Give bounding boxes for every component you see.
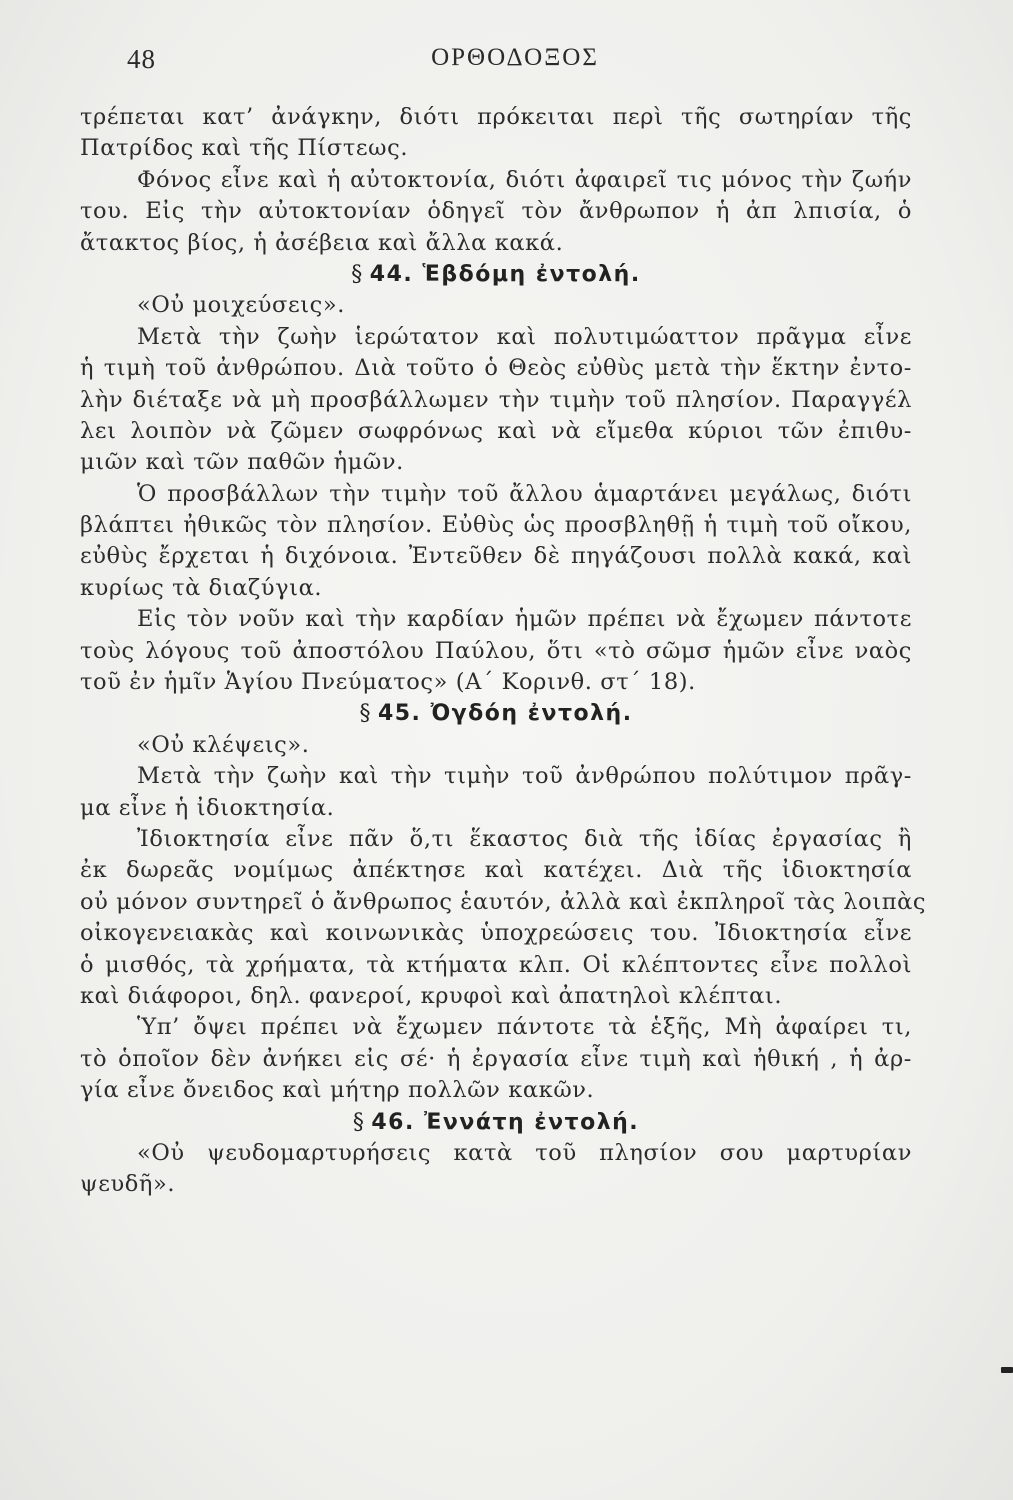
section-mark: §: [352, 1109, 366, 1135]
paragraph-start: Εἰς τὸν νοῦν καὶ τὴν καρδίαν ἡμῶν πρέπει νὰ ἔχωμεν πάντοτε: [137, 606, 912, 633]
page-header: [125, 44, 905, 80]
text-line: γία εἶνε ὄνειδος καὶ μήτηρ πολλῶν κακῶν.: [80, 1077, 595, 1104]
page-number: 48: [127, 44, 156, 74]
text-line: λει λοιπὸν νὰ ζῶμεν σωφρόνως καὶ νὰ εἴμεθα κύριοι τῶν ἐπιθυ-: [80, 417, 912, 444]
paragraph-start: Ὁ προσβάλλων τὴν τιμὴν τοῦ ἄλλου ἁμαρτάνει μεγάλως, διότι: [137, 480, 912, 507]
paragraph-start: Ἰδιοκτησία εἶνε πᾶν ὅ,τι ἕκαστος διὰ τῆς ἰδίας ἐργασίας ἢ: [137, 825, 912, 852]
section-title: 46. Ἐννάτη ἐντολή.: [371, 1109, 640, 1135]
text-line: βλάπτει ἠθικῶς τὸν πλησίον. Εὐθὺς ὡς προσβληθῇ ἡ τιμὴ τοῦ οἴκου,: [80, 512, 912, 539]
section-mark: §: [351, 261, 364, 287]
text-line: ἐκ δωρεᾶς νομίμως ἀπέκτησε καὶ κατέχει. Διὰ τῆς ἰδιοκτησία: [80, 857, 912, 884]
text-line: τοὺς λόγους τοῦ ἀποστόλου Παύλου, ὅτι «τὸ σῶμσ ἡμῶν εἶνε ναὸς: [80, 637, 912, 664]
section-title: 44. Ἑβδόμη ἐντολή.: [369, 261, 641, 287]
text-line: λὴν διέταξε νὰ μὴ προσβάλλωμεν τὴν τιμὴν τοῦ πλησίον. Παραγγέλ: [80, 386, 912, 413]
text-line: ψευδῆ».: [80, 1171, 176, 1198]
section-heading-46: [80, 1107, 912, 1138]
commandment-quote: «Οὐ κλέψεις».: [137, 731, 310, 758]
section-mark: §: [359, 701, 372, 727]
text-line: μα εἶνε ἡ ἰδιοκτησία.: [80, 794, 335, 821]
commandment-quote: «Οὐ ψευδομαρτυρήσεις κατὰ τοῦ πλησίον σου μαρτυρίαν: [137, 1139, 912, 1166]
text-line: ἡ τιμὴ τοῦ ἀνθρώπου. Διὰ τοῦτο ὁ Θεὸς εὐθὺς μετὰ τὴν ἕκτην ἐντο-: [80, 355, 912, 382]
paragraph-start: Φόνος εἶνε καὶ ἡ αὐτοκτονία, διότι ἀφαιρεῖ τις μόνος τὴν ζωήν: [137, 166, 912, 193]
text-line: Πατρίδος καὶ τῆς Πίστεως.: [80, 135, 409, 162]
text-line: τὸ ὁποῖον δὲν ἀνήκει εἰς σέ· ἡ ἐργασία εἶνε τιμὴ καὶ ἠθική , ἡ ἀρ-: [80, 1045, 912, 1072]
text-line: οἰκογενειακὰς καὶ κοινωνικὰς ὑποχρεώσεις του. Ἰδιοκτησία εἶνε: [80, 920, 912, 947]
text-line: κυρίως τὰ διαζύγια.: [80, 574, 323, 601]
text-line: εὐθὺς ἔρχεται ἡ διχόνοια. Ἐντεῦθεν δὲ πηγάζουσι πολλὰ κακά, καὶ: [80, 543, 912, 570]
text-line: ὁ μισθός, τὰ χρήματα, τὰ κτήματα κλπ. Οἱ κλέπτοντες εἶνε πολλοὶ: [80, 951, 912, 978]
page-body: [80, 102, 927, 1201]
paragraph-start: Μετὰ τὴν ζωὴν ἱερώτατον καὶ πολυτιμώαττον πρᾶγμα εἶνε: [137, 323, 912, 350]
section-heading-45: [80, 698, 912, 729]
section-title: 45. Ὀγδόη ἐντολή.: [377, 701, 633, 727]
paragraph-start: Ὑπ’ ὄψει πρέπει νὰ ἔχωμεν πάντοτε τὰ ἑξῆς, Μὴ ἀφαίρει τι,: [137, 1014, 912, 1041]
scan-edge-mark: [1001, 1367, 1013, 1373]
text-line: τοῦ ἐν ἡμῖν Ἁγίου Πνεύματος» (Α΄ Κορινθ. στ΄ 18).: [80, 669, 696, 696]
paragraph-start: Μετὰ τὴν ζωὴν καὶ τὴν τιμὴν τοῦ ἀνθρώπου πολύτιμον πρᾶγ-: [137, 763, 912, 790]
text-line: ἄτακτος βίος, ἡ ἀσέβεια καὶ ἄλλα κακά.: [80, 229, 564, 256]
text-line: οὐ μόνον συντηρεῖ ὁ ἄνθρωπος ἑαυτόν, ἀλλὰ καὶ ἐκπληροῖ τὰς λοιπὰς: [80, 888, 927, 915]
text-line: μιῶν καὶ τῶν παθῶν ἡμῶν.: [80, 449, 404, 476]
section-heading-44: [80, 259, 912, 290]
text-line: καὶ διάφοροι, δηλ. φανεροί, κρυφοὶ καὶ ἀπατηλοὶ κλέπται.: [80, 982, 783, 1009]
text-line: του. Εἰς τὴν αὐτοκτονίαν ὁδηγεῖ τὸν ἄνθρωπον ἡ ἀπ λπισία, ὁ: [80, 198, 912, 225]
text-line: τρέπεται κατ’ ἀνάγκην, διότι πρόκειται περὶ τῆς σωτηρίαν τῆς: [80, 104, 912, 130]
running-head: ΟΡΘΟΔΟΞΟΣ: [431, 44, 599, 71]
commandment-quote: «Οὐ μοιχεύσεις».: [137, 292, 345, 319]
